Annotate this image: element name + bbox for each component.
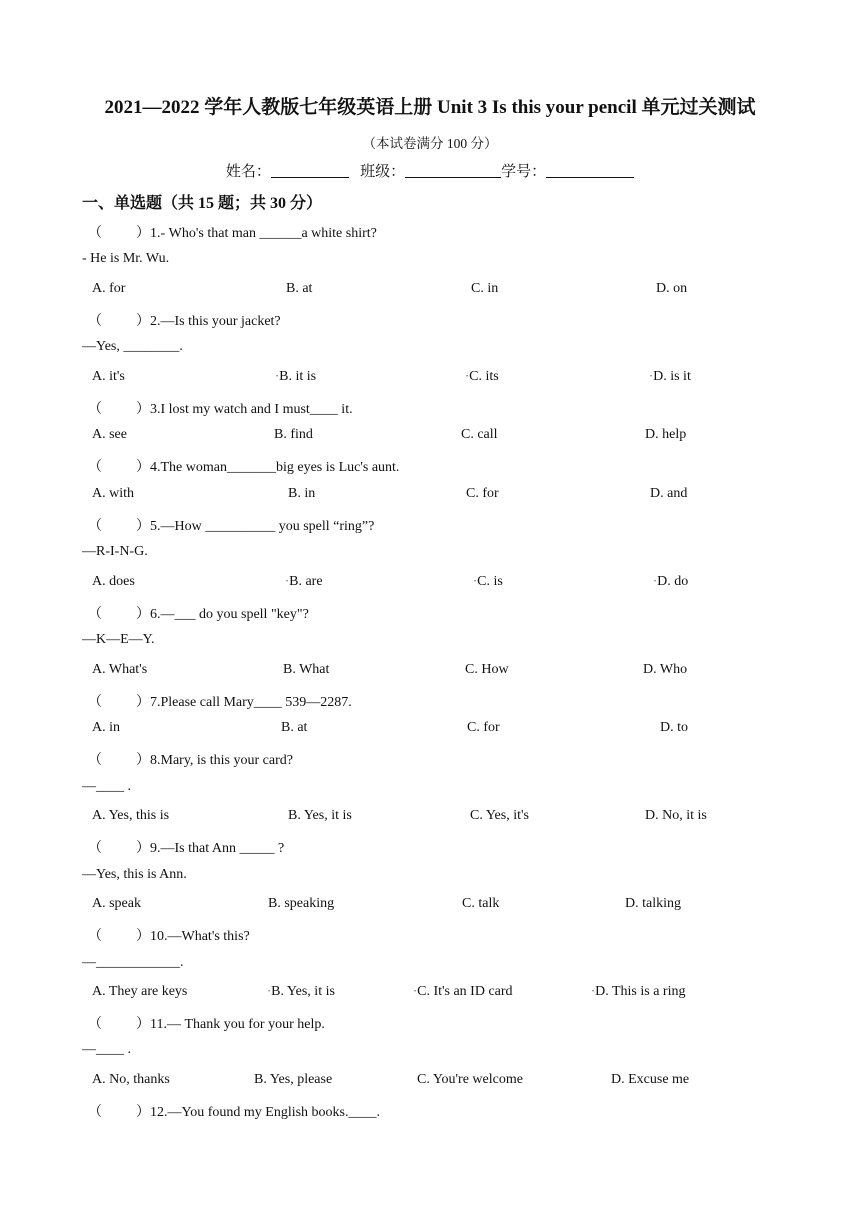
option-text: A. it's	[92, 368, 125, 384]
option-c[interactable]	[467, 720, 500, 736]
option-text: B. it is	[279, 368, 317, 384]
option-text: D. help	[645, 427, 687, 443]
option-a[interactable]	[92, 486, 134, 502]
option-text: D. No, it is	[645, 808, 707, 823]
option-marker-icon: •	[268, 988, 271, 995]
option-a[interactable]	[92, 720, 120, 736]
option-marker-icon: •	[474, 578, 477, 585]
answer-paren-close: ）	[136, 753, 150, 769]
question-stem	[88, 1101, 380, 1121]
answer-paren-open[interactable]: （	[88, 753, 102, 769]
option-text: C. call	[461, 427, 498, 443]
option-text: D. This is a ring	[595, 983, 686, 999]
option-text: B. What	[283, 661, 330, 677]
option-marker-icon: •	[592, 988, 595, 995]
option-text: A. Yes, this is	[92, 808, 170, 823]
answer-paren-open[interactable]: （	[88, 519, 102, 534]
student-info	[0, 160, 860, 181]
option-c[interactable]	[470, 808, 529, 824]
option-c[interactable]	[474, 574, 503, 590]
option-c[interactable]	[471, 281, 498, 297]
question-stem	[88, 1013, 325, 1033]
answer-paren-close: ）	[136, 606, 150, 622]
option-text: A. does	[92, 573, 135, 589]
answer-paren-open[interactable]: （	[88, 226, 102, 241]
question-text: 3.I lost my watch and I must____ it.	[150, 401, 353, 417]
score-note: （本试卷满分 100 分）	[362, 136, 498, 151]
answer-paren-open[interactable]: （	[88, 1105, 102, 1120]
option-d[interactable]	[625, 896, 681, 912]
answer-paren-close: ）	[136, 1017, 150, 1033]
option-d[interactable]	[645, 427, 686, 443]
option-text: C. You're welcome	[417, 1071, 523, 1087]
answer-paren-close: ）	[136, 1105, 150, 1120]
option-text: A. see	[92, 427, 127, 443]
question-stem	[88, 515, 374, 535]
option-b[interactable]	[268, 896, 334, 912]
question-text: 6.—___ do you spell "key"?	[150, 606, 309, 622]
option-text: C. It's an ID card	[417, 983, 513, 999]
option-text: A. with	[92, 485, 134, 501]
question-text: 8.Mary, is this your card?	[150, 753, 293, 769]
option-text: B. are	[289, 573, 323, 589]
question-text: 2.—Is this your jacket?	[150, 313, 281, 329]
option-d[interactable]	[660, 720, 688, 736]
option-d[interactable]	[611, 1072, 689, 1088]
option-text: B. speaking	[268, 895, 335, 911]
option-c[interactable]	[466, 369, 499, 385]
option-text: C. its	[469, 368, 499, 384]
option-text: D. to	[660, 720, 688, 736]
section-title: 一、单选题（共 15 题；共 30 分）	[82, 195, 323, 212]
answer-paren-close: ）	[136, 519, 150, 534]
exam-title: 2021—2022 学年人教版七年级英语上册 Unit 3 Is this your pencil 单元过关测试	[104, 97, 756, 118]
option-text: A. for	[92, 280, 126, 296]
option-text: D. Excuse me	[611, 1071, 690, 1087]
option-d[interactable]	[650, 369, 691, 385]
option-d[interactable]	[643, 662, 687, 678]
option-text: B. Yes, please	[254, 1071, 333, 1087]
question-stem	[88, 222, 377, 242]
option-b[interactable]	[286, 281, 312, 297]
option-c[interactable]	[466, 486, 499, 502]
answer-paren-open[interactable]: （	[88, 929, 102, 945]
question-text: 4.The woman_______big eyes is Luc's aunt.	[150, 460, 400, 476]
option-b[interactable]	[254, 1072, 332, 1088]
question-text: 1.- Who's that man ______a white shirt?	[150, 226, 377, 241]
option-text: A. speak	[92, 895, 141, 911]
question-stem	[88, 691, 352, 711]
question-text: 5.—How __________ you spell “ring”?	[150, 519, 375, 534]
option-c[interactable]	[417, 1072, 523, 1088]
question-response: —____________.	[82, 954, 184, 970]
option-text: D. and	[650, 485, 688, 501]
option-b[interactable]	[281, 720, 307, 736]
question-text: 7.Please call Mary____ 539—2287.	[150, 694, 352, 710]
question-stem	[88, 837, 284, 857]
question-response: —Yes, this is Ann.	[82, 866, 187, 882]
question-response: - He is Mr. Wu.	[82, 251, 170, 267]
option-a[interactable]	[92, 808, 169, 824]
option-text: B. in	[288, 485, 316, 501]
question-response: —____ .	[82, 1042, 131, 1058]
option-c[interactable]	[414, 984, 513, 1000]
option-text: A. What's	[92, 661, 148, 677]
question-text: 11.— Thank you for your help.	[150, 1017, 325, 1033]
option-text: B. Yes, it is	[288, 808, 352, 823]
name-blank[interactable]	[271, 162, 349, 178]
option-text: B. Yes, it is	[271, 983, 335, 999]
question-stem	[88, 310, 281, 330]
question-stem	[88, 456, 399, 476]
option-d[interactable]	[645, 808, 707, 824]
option-d[interactable]	[592, 984, 685, 1000]
option-c[interactable]	[462, 896, 499, 912]
answer-paren-close: ）	[136, 929, 150, 945]
option-marker-icon: •	[466, 373, 469, 380]
option-text: C. in	[471, 280, 499, 296]
question-response: —K—E—Y.	[82, 632, 155, 648]
question-stem	[88, 925, 250, 945]
number-blank[interactable]	[546, 162, 634, 178]
option-text: B. at	[286, 280, 313, 296]
answer-paren-open[interactable]: （	[88, 606, 102, 622]
option-b[interactable]	[286, 574, 323, 590]
option-text: C. Yes, it's	[470, 808, 529, 823]
option-marker-icon: •	[286, 578, 289, 585]
option-text: C. for	[466, 485, 499, 501]
option-marker-icon: •	[654, 578, 657, 585]
option-b[interactable]	[288, 486, 315, 502]
question-stem	[88, 749, 293, 769]
option-text: A. They are keys	[92, 983, 188, 999]
question-text: 10.—What's this?	[150, 929, 250, 945]
answer-paren-close: ）	[136, 841, 150, 857]
option-a[interactable]	[92, 427, 127, 443]
option-c[interactable]	[461, 427, 498, 443]
option-b[interactable]	[274, 427, 313, 443]
answer-paren-close: ）	[136, 694, 150, 710]
option-a[interactable]	[92, 369, 125, 385]
option-text: D. is it	[653, 368, 691, 384]
answer-paren-open[interactable]: （	[88, 1017, 102, 1033]
answer-paren-open[interactable]: （	[88, 401, 102, 417]
option-text: A. No, thanks	[92, 1071, 170, 1087]
option-b[interactable]	[268, 984, 335, 1000]
name-label: 姓名：	[225, 164, 271, 180]
option-text: D. talking	[625, 895, 681, 911]
number-label: 学号：	[501, 164, 547, 180]
option-a[interactable]	[92, 896, 141, 912]
option-marker-icon: •	[650, 373, 653, 380]
option-d[interactable]	[650, 486, 687, 502]
answer-paren-open[interactable]: （	[88, 313, 102, 329]
answer-paren-close: ）	[136, 460, 150, 476]
question-text: 12.—You found my English books.____.	[150, 1105, 380, 1120]
option-text: B. find	[274, 427, 313, 443]
option-b[interactable]	[276, 369, 316, 385]
question-stem	[88, 398, 353, 418]
option-text: B. at	[281, 720, 308, 736]
option-text: A. in	[92, 720, 120, 736]
option-text: C. talk	[462, 895, 500, 911]
answer-paren-close: ）	[136, 313, 150, 329]
option-a[interactable]	[92, 984, 187, 1000]
option-a[interactable]	[92, 281, 125, 297]
class-label: 班级：	[360, 164, 406, 180]
option-a[interactable]	[92, 574, 135, 590]
answer-paren-open[interactable]: （	[88, 841, 102, 857]
answer-paren-open[interactable]: （	[88, 694, 102, 710]
question-text: 9.—Is that Ann _____ ?	[150, 841, 285, 857]
question-response: —Yes, ________.	[82, 339, 183, 355]
question-response: —R-I-N-G.	[82, 544, 148, 560]
option-a[interactable]	[92, 1072, 170, 1088]
answer-paren-close: ）	[136, 401, 150, 417]
option-text: D. on	[656, 280, 688, 296]
option-text: C. for	[467, 720, 500, 736]
question-stem	[88, 603, 309, 623]
question-response: —____ .	[82, 778, 131, 794]
option-c[interactable]	[465, 662, 509, 678]
answer-paren-close: ）	[136, 226, 150, 241]
option-b[interactable]	[288, 808, 352, 824]
option-text: C. is	[477, 573, 503, 589]
class-blank[interactable]	[405, 162, 501, 178]
option-a[interactable]	[92, 662, 147, 678]
option-text: D. do	[657, 573, 689, 589]
option-d[interactable]	[656, 281, 687, 297]
option-marker-icon: •	[276, 373, 279, 380]
option-d[interactable]	[654, 574, 688, 590]
option-text: C. How	[465, 661, 509, 677]
answer-paren-open[interactable]: （	[88, 460, 102, 476]
option-text: D. Who	[643, 661, 688, 677]
option-b[interactable]	[283, 662, 329, 678]
option-marker-icon: •	[414, 988, 417, 995]
